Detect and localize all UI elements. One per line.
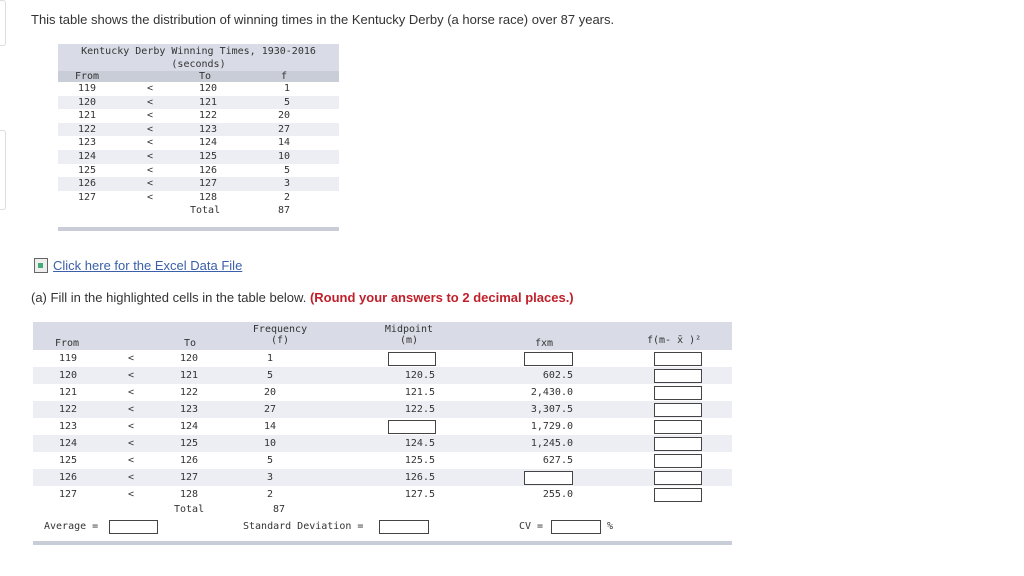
worksheet-row	[33, 418, 732, 435]
midpoint-cell: 125.5	[404, 455, 435, 466]
table-row	[58, 136, 339, 150]
from-cell: 119	[78, 83, 97, 94]
to-cell: 125	[199, 150, 218, 162]
less-than-cell: <	[128, 489, 135, 500]
worksheet-row	[33, 384, 732, 401]
from-cell: 120	[59, 370, 78, 381]
deviation-input[interactable]	[654, 369, 702, 383]
from-cell: 121	[78, 110, 97, 122]
table-row	[58, 150, 339, 164]
fxm-cell: 627.5	[542, 455, 573, 466]
header-frequency: Frequency	[252, 324, 308, 335]
less-than-cell: <	[128, 404, 135, 415]
from-cell: 119	[59, 353, 78, 364]
worksheet-row	[33, 401, 732, 418]
from-cell: 127	[59, 489, 78, 500]
less-than-cell: <	[147, 164, 154, 176]
table-title-line1: Kentucky Derby Winning Times, 1930-2016	[81, 46, 316, 57]
excel-link-text: Click here for the Excel Data File	[53, 258, 243, 273]
frequency-cell: 3	[283, 178, 290, 190]
table-row	[58, 191, 339, 205]
header-midpoint: Midpoint	[384, 324, 434, 335]
from-cell: 124	[59, 438, 78, 449]
total-label: Total	[174, 504, 205, 515]
frequency-cell: 20	[263, 387, 277, 398]
excel-file-icon	[34, 258, 48, 273]
to-cell: 121	[180, 370, 199, 381]
frequency-cell: 10	[263, 438, 277, 449]
deviation-input[interactable]	[654, 403, 702, 417]
from-cell: 127	[78, 191, 97, 203]
to-cell: 128	[199, 191, 218, 203]
midpoint-input[interactable]	[388, 420, 436, 434]
worksheet-row	[33, 435, 732, 452]
from-cell: 122	[78, 123, 97, 135]
table-row	[58, 96, 339, 110]
table-title-line2: (seconds)	[171, 59, 226, 70]
fxm-input[interactable]	[524, 352, 573, 366]
total-value: 87	[273, 504, 286, 515]
less-than-cell: <	[147, 191, 154, 203]
from-cell: 123	[78, 137, 97, 149]
header-from: From	[75, 71, 100, 82]
less-than-cell: <	[147, 96, 154, 108]
less-than-cell: <	[128, 421, 135, 432]
worksheet-table	[33, 322, 732, 546]
frequency-cell: 14	[263, 421, 277, 432]
to-cell: 124	[180, 421, 199, 432]
from-cell: 123	[59, 421, 78, 432]
less-than-cell: <	[128, 387, 135, 398]
from-cell: 126	[59, 472, 78, 483]
header-deviation: f(m- x̄ )²	[647, 335, 702, 346]
worksheet-row	[33, 350, 732, 367]
less-than-cell: <	[147, 110, 154, 122]
intro-text: This table shows the distribution of winning times in the Kentucky Derby (a horse race) over 87 years.	[31, 12, 615, 27]
to-cell: 123	[199, 123, 218, 135]
less-than-cell: <	[147, 150, 154, 162]
deviation-input[interactable]	[654, 454, 702, 468]
side-tab[interactable]	[0, 0, 6, 46]
deviation-input[interactable]	[654, 437, 702, 451]
to-cell: 126	[180, 455, 199, 466]
from-cell: 126	[78, 178, 97, 190]
from-cell: 120	[78, 96, 97, 108]
midpoint-cell: 124.5	[404, 438, 435, 449]
frequency-cell: 1	[283, 83, 290, 94]
total-value: 87	[277, 205, 290, 217]
less-than-cell: <	[147, 178, 154, 190]
from-cell: 122	[59, 404, 78, 415]
table-bottom-rule	[58, 227, 339, 231]
to-cell: 120	[180, 353, 199, 364]
less-than-cell: <	[147, 83, 154, 94]
question-prefix: (a) Fill in the highlighted cells in the table below.	[31, 290, 307, 305]
less-than-cell: <	[147, 123, 154, 135]
table-row	[58, 177, 339, 191]
to-cell: 126	[199, 164, 218, 176]
question-a	[31, 290, 574, 305]
less-than-cell: <	[128, 472, 135, 483]
worksheet-bottom-rule	[33, 541, 732, 545]
to-cell: 120	[199, 83, 218, 94]
frequency-cell: 1	[266, 353, 274, 364]
derby-data-table	[58, 44, 339, 231]
to-cell: 127	[180, 472, 199, 483]
from-cell: 125	[78, 164, 97, 176]
table-row	[58, 164, 339, 178]
fxm-cell: 1,245.0	[530, 438, 573, 449]
header-frequency-sub: (f)	[270, 335, 290, 346]
midpoint-cell: 127.5	[404, 489, 435, 500]
from-cell: 125	[59, 455, 78, 466]
worksheet-row	[33, 469, 732, 486]
deviation-input[interactable]	[654, 386, 702, 400]
to-cell: 121	[199, 96, 218, 108]
frequency-cell: 5	[283, 96, 290, 108]
fxm-cell: 1,729.0	[530, 421, 573, 432]
frequency-cell: 5	[283, 164, 290, 176]
frequency-cell: 5	[266, 455, 274, 466]
fxm-cell: 602.5	[542, 370, 573, 381]
less-than-cell: <	[147, 137, 154, 149]
header-to: To	[199, 71, 212, 82]
header-from: From	[55, 338, 80, 349]
header-midpoint-sub: (m)	[399, 335, 419, 346]
frequency-cell: 27	[263, 404, 277, 415]
to-cell: 124	[199, 137, 218, 149]
fxm-cell: 3,307.5	[530, 404, 573, 415]
midpoint-cell: 120.5	[404, 370, 435, 381]
frequency-cell: 3	[266, 472, 274, 483]
std-dev-input[interactable]	[379, 520, 429, 534]
header-fxm: fxm	[535, 338, 554, 349]
worksheet-row	[33, 367, 732, 384]
to-cell: 122	[180, 387, 199, 398]
fxm-input[interactable]	[524, 471, 573, 485]
table-title	[58, 44, 339, 71]
cv-input[interactable]	[551, 520, 601, 534]
to-cell: 127	[199, 178, 218, 190]
fxm-cell: 2,430.0	[530, 387, 573, 398]
to-cell: 122	[199, 110, 218, 122]
rounding-instruction: (Round your answers to 2 decimal places.)	[309, 290, 574, 305]
table-total-row	[58, 204, 339, 217]
midpoint-cell: 126.5	[404, 472, 435, 483]
worksheet-header	[33, 322, 732, 350]
frequency-cell: 2	[266, 489, 274, 500]
cv-label: CV =	[519, 521, 544, 532]
total-label: Total	[190, 205, 221, 217]
percent-sign: %	[607, 521, 614, 532]
table-row	[58, 123, 339, 137]
deviation-input[interactable]	[654, 420, 702, 434]
table-row	[58, 109, 339, 123]
frequency-cell: 2	[283, 191, 290, 203]
average-input[interactable]	[109, 520, 158, 534]
from-cell: 121	[59, 387, 78, 398]
summary-row	[33, 518, 732, 535]
frequency-cell: 5	[266, 370, 274, 381]
deviation-input[interactable]	[654, 471, 702, 485]
frequency-cell: 27	[277, 123, 290, 135]
side-tab[interactable]	[0, 130, 6, 210]
header-f: f	[281, 71, 288, 82]
midpoint-cell: 121.5	[404, 387, 435, 398]
worksheet-total-row	[33, 501, 732, 518]
frequency-cell: 14	[277, 137, 290, 149]
frequency-cell: 20	[277, 110, 290, 122]
deviation-input[interactable]	[654, 488, 702, 502]
less-than-cell: <	[128, 370, 135, 381]
table-row	[58, 82, 339, 96]
midpoint-input[interactable]	[388, 352, 436, 366]
table-header-row	[58, 71, 339, 82]
excel-data-link[interactable]	[34, 258, 242, 273]
deviation-input[interactable]	[654, 352, 702, 366]
less-than-cell: <	[128, 455, 135, 466]
table-body	[58, 82, 339, 204]
midpoint-cell: 122.5	[404, 404, 435, 415]
to-cell: 128	[180, 489, 199, 500]
to-cell: 123	[180, 404, 199, 415]
from-cell: 124	[78, 150, 97, 162]
fxm-cell: 255.0	[542, 489, 573, 500]
average-label: Average =	[44, 521, 99, 532]
header-to: To	[184, 338, 197, 349]
worksheet-row	[33, 452, 732, 469]
std-dev-label: Standard Deviation =	[243, 521, 364, 532]
frequency-cell: 10	[277, 150, 290, 162]
less-than-cell: <	[128, 438, 135, 449]
to-cell: 125	[180, 438, 199, 449]
less-than-cell: <	[128, 353, 135, 364]
